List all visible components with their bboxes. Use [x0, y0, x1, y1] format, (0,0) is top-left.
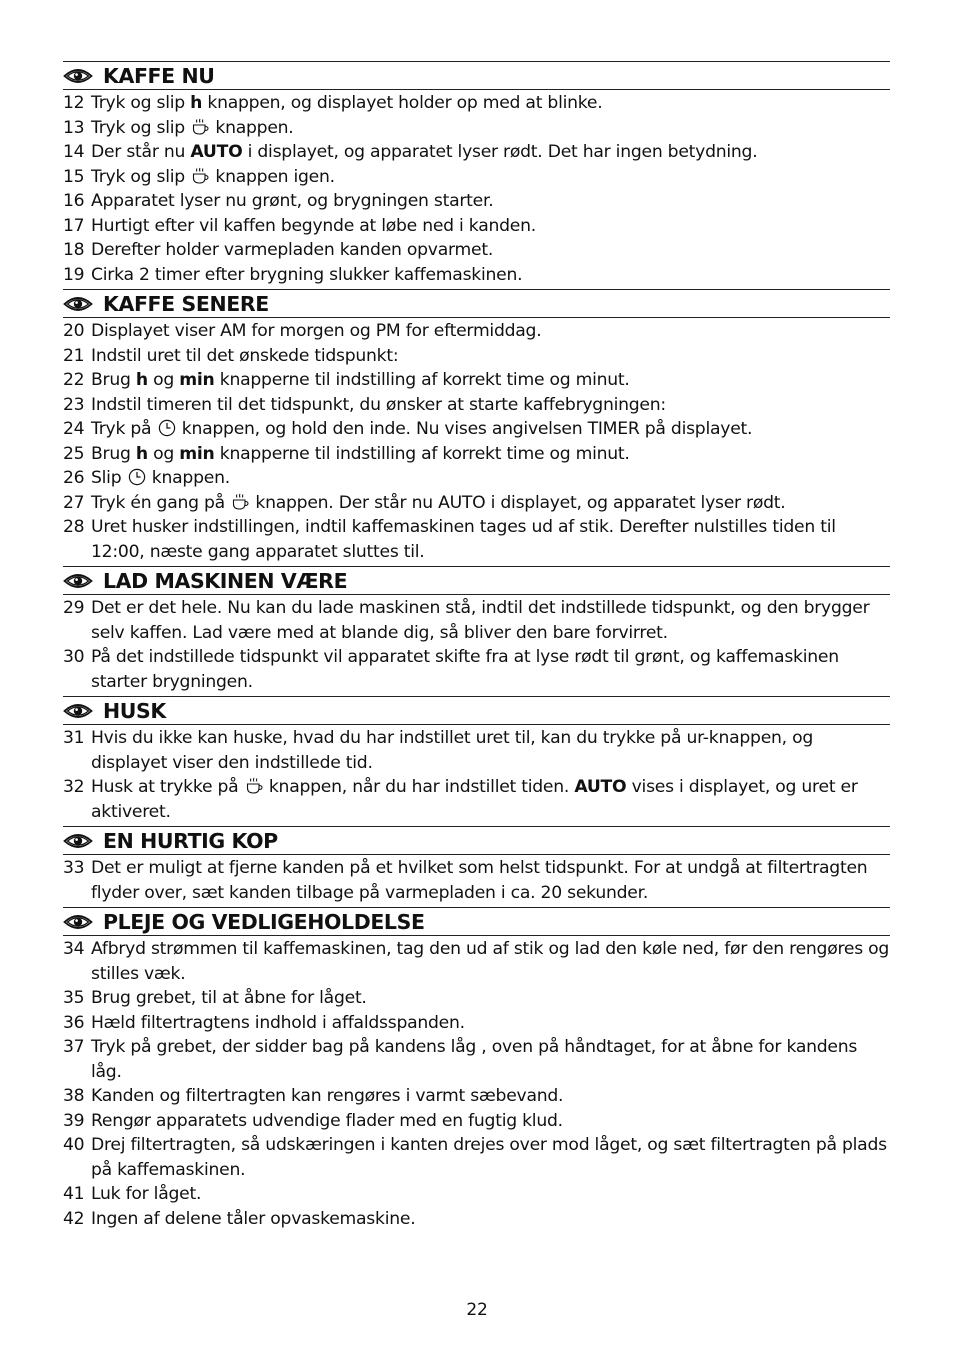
item-text: Det er det hele. Nu kan du lade maskinen stå, indtil det indstillede tidspunkt, og den brygger selv kaffen. Lad være med at blande dig, så bliver den bare forvirret. [91, 598, 870, 643]
item-text: På det indstillede tidspunkt vil apparatet skifte fra at lyse rødt til grønt, og kaffemaskinen starter brygningen. [91, 647, 839, 692]
section-title: EN HURTIG KOP [103, 828, 278, 853]
item-number: 35 [63, 988, 85, 1008]
item-text: Derefter holder varmepladen kanden opvarmet. [91, 240, 494, 260]
list-item [63, 344, 890, 369]
list-item [63, 1035, 890, 1084]
item-number: 19 [63, 264, 85, 285]
section-heading [63, 696, 890, 725]
item-text: Hvis du ikke kan huske, hvad du har indstillet uret til, kan du trykke på ur-knappen, og displayet viser den indstillede tid. [91, 728, 814, 773]
item-text: Tryk på grebet, der sidder bag på kandens låg , oven på håndtaget, for at åbne for kandens låg. [91, 1037, 858, 1082]
instruction-list [63, 855, 890, 907]
section-title: KAFFE SENERE [103, 291, 269, 316]
item-number: 41 [63, 1184, 85, 1204]
item-number: 33 [63, 858, 85, 878]
clock-icon [128, 468, 146, 486]
item-bold-text: h [190, 93, 203, 113]
list-item [63, 855, 890, 907]
item-text: Drej filtertragten, så udskæringen i kanten drejes over mod låget, og sæt filtertragten på plads på kaffemaskinen. [91, 1135, 887, 1180]
item-number: 42 [63, 1208, 85, 1229]
item-number: 14 [63, 142, 85, 162]
item-number: 22 [63, 370, 85, 390]
item-text: knappen. [146, 468, 230, 488]
item-number: 29 [63, 598, 85, 618]
item-text: Apparatet lyser nu grønt, og brygningen starter. [91, 191, 494, 211]
list-item [63, 238, 890, 263]
item-text: knappen. Der står nu AUTO i displayet, og apparatet lyser rødt. [250, 492, 786, 513]
section-heading [63, 907, 890, 936]
list-item [63, 214, 890, 239]
eye-icon [63, 572, 93, 590]
item-text: Brug [91, 370, 136, 390]
item-text: knappen, og displayet holder op med at blinke. [202, 93, 603, 113]
manual-page [63, 61, 890, 1233]
item-number: 26 [63, 468, 85, 488]
instruction-list [63, 725, 890, 826]
item-number: 32 [63, 777, 85, 797]
item-number: 23 [63, 394, 85, 415]
item-number: 15 [63, 166, 85, 187]
item-text: Brug grebet, til at åbne for låget. [91, 988, 367, 1008]
instruction-list [63, 936, 890, 1233]
item-text: Brug [91, 443, 136, 464]
item-text: i displayet, og apparatet lyser rødt. Det har ingen betydning. [242, 142, 758, 162]
eye-icon [63, 295, 93, 313]
section-heading [63, 289, 890, 318]
item-text: knappen. [210, 117, 294, 138]
coffee-cup-icon [191, 118, 209, 136]
item-text: knappen, når du har indstillet tiden. [263, 777, 575, 797]
list-item [63, 1109, 890, 1134]
list-item [63, 116, 890, 141]
list-item [63, 368, 890, 393]
item-number: 18 [63, 240, 85, 260]
item-text: Husk at trykke på [91, 777, 244, 797]
item-number: 40 [63, 1135, 85, 1155]
item-number: 17 [63, 215, 85, 236]
item-bold-text: h [135, 370, 148, 390]
item-bold-text: AUTO [190, 142, 243, 162]
list-item [63, 595, 890, 645]
item-text: knappen igen. [210, 166, 335, 187]
section-title: PLEJE OG VEDLIGEHOLDELSE [103, 909, 425, 934]
list-item [63, 1084, 890, 1109]
item-text: Tryk og slip [91, 93, 191, 113]
item-text: Indstil uret til det ønskede tidspunkt: [91, 345, 399, 366]
item-text: og [147, 370, 180, 390]
section-heading [63, 61, 890, 90]
list-item [63, 189, 890, 214]
item-text: Hæld filtertragtens indhold i affaldsspanden. [91, 1012, 465, 1033]
list-item [63, 515, 890, 566]
item-number: 24 [63, 419, 85, 439]
item-text: Indstil timeren til det tidspunkt, du ønsker at starte kaffebrygningen: [91, 394, 666, 415]
item-bold-text: min [179, 370, 215, 390]
list-item [63, 1133, 890, 1182]
item-text: Rengør apparatets udvendige flader med en fugtig klud. [91, 1110, 563, 1131]
section-title: HUSK [103, 698, 166, 723]
eye-icon [63, 702, 93, 720]
coffee-cup-icon [245, 777, 263, 795]
section-title: LAD MASKINEN VÆRE [103, 568, 348, 593]
list-item [63, 90, 890, 116]
item-number: 31 [63, 728, 85, 748]
item-text: vises i displayet, og uret er aktiveret. [91, 777, 858, 822]
item-number: 16 [63, 191, 85, 211]
item-text: Der står nu [91, 142, 191, 162]
item-text: Kanden og filtertragten kan rengøres i varmt sæbevand. [91, 1086, 564, 1106]
list-item [63, 140, 890, 165]
item-text: Tryk én gang på [91, 492, 231, 513]
item-number: 28 [63, 517, 85, 537]
page-number: 22 [466, 1300, 488, 1320]
list-item [63, 417, 890, 442]
list-item [63, 645, 890, 696]
item-number: 13 [63, 117, 85, 138]
list-item [63, 1182, 890, 1207]
clock-icon [158, 419, 176, 437]
item-text: knapperne til indstilling af korrekt time og minut. [214, 370, 630, 390]
item-text: Displayet viser AM for morgen og PM for eftermiddag. [91, 321, 542, 341]
item-text: Tryk og slip [91, 166, 191, 187]
item-text: Uret husker indstillingen, indtil kaffemaskinen tages ud af stik. Derefter nulstilles tiden til 12:00, næste gang apparatet sluttes til. [91, 517, 836, 562]
item-text: Afbryd strømmen til kaffemaskinen, tag den ud af stik og lad den køle ned, før den rengøres og stilles væk. [91, 939, 890, 984]
list-item [63, 986, 890, 1011]
eye-icon [63, 832, 93, 850]
list-item [63, 775, 890, 826]
eye-icon [63, 913, 93, 931]
item-text: Tryk på [91, 419, 157, 439]
item-number: 21 [63, 345, 85, 366]
item-number: 25 [63, 443, 85, 464]
item-text: og [147, 443, 180, 464]
instruction-list [63, 90, 890, 289]
item-text: knapperne til indstilling af korrekt time og minut. [214, 443, 630, 464]
item-bold-text: min [179, 443, 215, 464]
list-item [63, 725, 890, 775]
list-item [63, 442, 890, 467]
item-text: Luk for låget. [91, 1184, 202, 1204]
list-item [63, 1207, 890, 1234]
item-number: 30 [63, 647, 85, 667]
item-text: Det er muligt at fjerne kanden på et hvilket som helst tidspunkt. For at undgå at filtertragten flyder over, sæt kanden tilbage på varmepladen i ca. 20 sekunder. [91, 858, 868, 903]
list-item [63, 491, 890, 516]
item-bold-text: h [135, 443, 148, 464]
instruction-list [63, 595, 890, 696]
list-item [63, 263, 890, 290]
item-number: 34 [63, 939, 85, 959]
item-number: 20 [63, 321, 85, 341]
item-number: 12 [63, 93, 85, 113]
coffee-cup-icon [191, 167, 209, 185]
list-item [63, 165, 890, 190]
item-number: 27 [63, 492, 85, 513]
list-item [63, 393, 890, 418]
section-heading [63, 826, 890, 855]
item-text: knappen, og hold den inde. Nu vises angivelsen TIMER på displayet. [176, 419, 753, 439]
item-number: 38 [63, 1086, 85, 1106]
item-text: Tryk og slip [91, 117, 191, 138]
list-item [63, 466, 890, 491]
coffee-cup-icon [231, 493, 249, 511]
item-number: 39 [63, 1110, 85, 1131]
item-text: Ingen af delene tåler opvaskemaskine. [91, 1208, 416, 1229]
item-number: 36 [63, 1012, 85, 1033]
item-text: Hurtigt efter vil kaffen begynde at løbe ned i kanden. [91, 215, 536, 236]
item-text: Cirka 2 timer efter brygning slukker kaffemaskinen. [91, 264, 523, 285]
eye-icon [63, 67, 93, 85]
list-item [63, 318, 890, 344]
item-text: Slip [91, 468, 127, 488]
item-number: 37 [63, 1037, 85, 1057]
list-item [63, 1011, 890, 1036]
section-heading [63, 566, 890, 595]
list-item [63, 936, 890, 986]
section-title: KAFFE NU [103, 63, 215, 88]
item-bold-text: AUTO [574, 777, 627, 797]
instruction-list [63, 318, 890, 566]
